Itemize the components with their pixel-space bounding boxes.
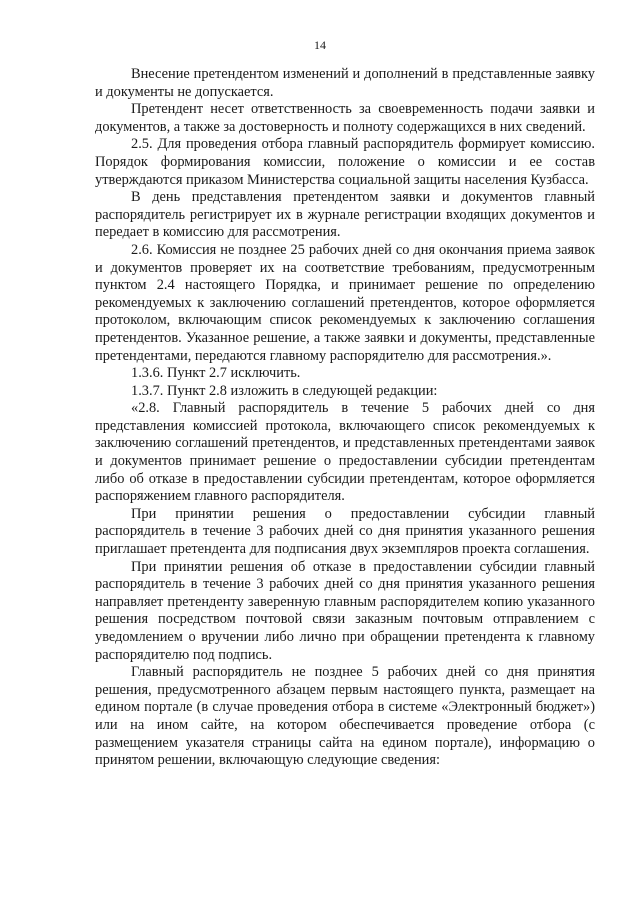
paragraph: 1.3.6. Пункт 2.7 исключить. <box>131 365 301 382</box>
paragraph: Внесение претендентом изменений и дополнений в представленные заявку и документы не допускается. <box>95 66 595 100</box>
paragraph: В день представления претендентом заявки и документов главный распорядитель регистрирует их в журнале регистрации входящих документов и передает в комиссию для рассмотрения. <box>95 189 595 241</box>
document-body <box>95 66 595 770</box>
paragraph: Главный распорядитель не позднее 5 рабочих дней со дня принятия решения, предусмотренного абзацем первым настоящего пункта, размещает на едином портале (в случае проведения отбора в системе «Электронный бюджет») или на ином сайте, на котором обеспечивается проведение отбора (с размещением указателя страницы сайта на едином портале), информацию о принятом решении, включающую следующие сведения: <box>95 664 595 769</box>
paragraph: Претендент несет ответственность за своевременность подачи заявки и документов, а также за достоверность и полноту содержащихся в них сведений. <box>95 101 595 135</box>
paragraph: 2.6. Комиссия не позднее 25 рабочих дней со дня окончания приема заявок и документов проверяет их на соответствие требованиям, предусмотренным пунктом 2.4 настоящего Порядка, и принимает решение по определению рекомендуемых к заключению соглашений претендентов, которое оформляется протоколом, включающим список рекомендуемых к заключению соглашения претендентов. Указанное решение, а также заявки и документы, представленные претендентами, передаются главному распорядителю для рассмотрения.». <box>95 241 595 364</box>
paragraph: «2.8. Главный распорядитель в течение 5 рабочих дней со дня представления комиссией протокола, включающего список рекомендуемых к заключению соглашений претендентов, и представленных претендентами заявок и документов принимает решение о предоставлении субсидии претендентам либо об отказе в предоставлении субсидии претендентам, которое оформляется распоряжением главного распорядителя. <box>95 400 595 505</box>
page-number: 14 <box>314 38 326 52</box>
paragraph: 2.5. Для проведения отбора главный распорядитель формирует комиссию. Порядок формирования комиссии, положение о комиссии и ее состав утверждаются приказом Министерства социальной защиты населения Кузбасса. <box>95 136 595 188</box>
paragraph: При принятии решения об отказе в предоставлении субсидии главный распорядитель в течение 3 рабочих дней со дня принятия указанного решения направляет претенденту заверенную главным распорядителем копию указанного решения посредством почтовой связи заказным почтовым отправлением с уведомлением о вручении либо лично при обращении претендента к главному распорядителю под подпись. <box>95 558 595 663</box>
paragraph: 1.3.7. Пункт 2.8 изложить в следующей редакции: <box>131 382 438 399</box>
paragraph: При принятии решения о предоставлении субсидии главный распорядитель в течение 3 рабочих дней со дня принятия указанного решения приглашает претендента для подписания двух экземпляров проекта соглашения. <box>95 505 595 558</box>
